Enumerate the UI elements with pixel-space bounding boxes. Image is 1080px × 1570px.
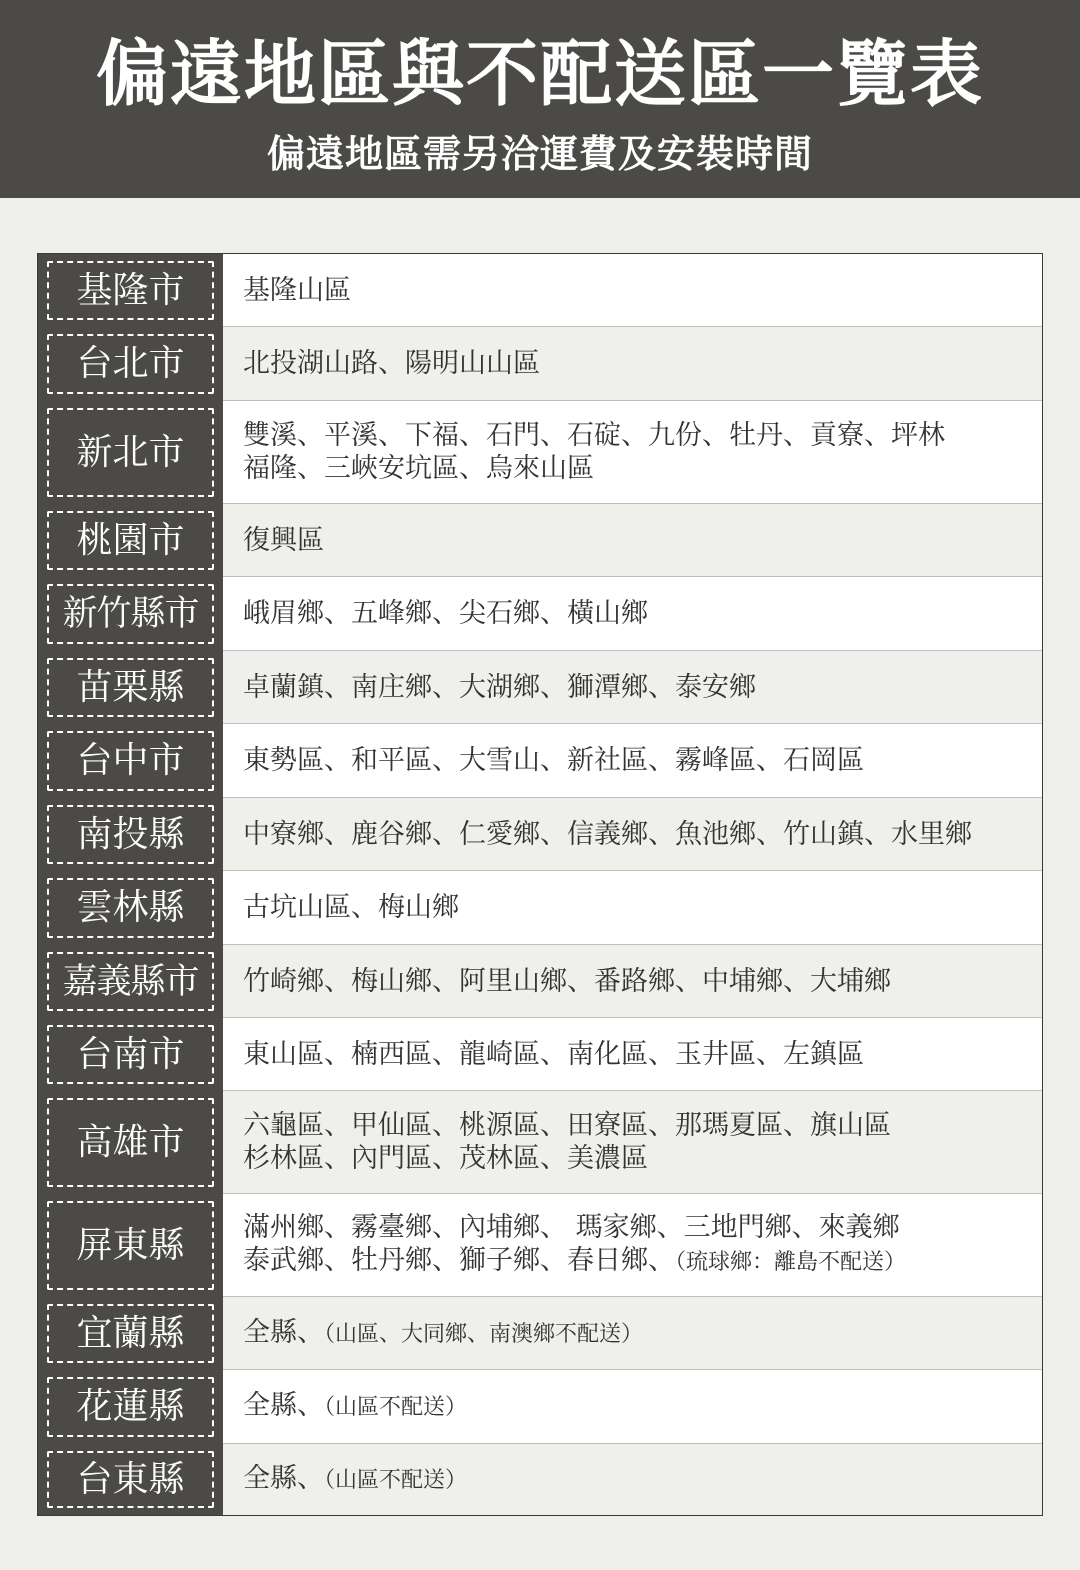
city-cell — [38, 798, 223, 871]
areas-cell — [223, 1018, 1042, 1091]
city-name: 雲林縣 — [47, 878, 214, 938]
areas-cell — [223, 504, 1042, 577]
city-cell — [38, 724, 223, 798]
table-row — [38, 724, 1042, 798]
areas-cell — [223, 798, 1042, 871]
area-text: 古坑山區、梅山鄉 — [243, 892, 459, 923]
area-note: （琉球鄉：離島不配送） — [675, 1250, 907, 1275]
table-row — [38, 1018, 1042, 1091]
table-row — [38, 327, 1042, 401]
area-text: 全縣、 — [243, 1390, 324, 1421]
table-row — [38, 1194, 1042, 1297]
table-row — [38, 871, 1042, 945]
city-name: 基隆市 — [47, 261, 214, 320]
area-line — [243, 1316, 1042, 1351]
area-text: 福隆、三峽安坑區、烏來山區 — [243, 453, 594, 484]
city-name: 宜蘭縣 — [47, 1304, 214, 1363]
area-text: 基隆山區 — [243, 274, 351, 306]
areas-cell — [223, 651, 1042, 724]
area-line — [243, 671, 1042, 704]
page-title: 偏遠地區與不配送區一覽表 — [95, 32, 984, 116]
area-line — [243, 1244, 1042, 1279]
page-header — [0, 0, 1080, 198]
table-row — [38, 945, 1042, 1018]
area-text: 卓蘭鎮、南庄鄉、大湖鄉、獅潭鄉、泰安鄉 — [243, 671, 756, 703]
city-name: 嘉義縣市 — [47, 952, 214, 1011]
areas-cell — [223, 1091, 1042, 1194]
city-cell — [38, 651, 223, 724]
areas-cell — [223, 1444, 1042, 1515]
remote-areas-table — [37, 253, 1043, 1516]
table-row — [38, 1297, 1042, 1370]
table-row — [38, 1091, 1042, 1194]
city-cell — [38, 945, 223, 1018]
area-note: （山區、大同鄉、南澳鄉不配送） — [324, 1321, 644, 1347]
city-name: 台南市 — [47, 1025, 214, 1084]
areas-cell — [223, 401, 1042, 504]
area-line — [243, 452, 1042, 485]
table-row — [38, 651, 1042, 724]
city-name: 台北市 — [47, 334, 214, 394]
city-cell — [38, 1018, 223, 1091]
area-line — [243, 1109, 1042, 1142]
area-text: 泰武鄉、牡丹鄉、獅子鄉、春日鄉、 — [243, 1245, 675, 1276]
areas-cell — [223, 327, 1042, 401]
city-cell — [38, 504, 223, 577]
area-line — [243, 1211, 1042, 1244]
city-cell — [38, 1194, 223, 1297]
areas-cell — [223, 1297, 1042, 1370]
city-name: 高雄市 — [47, 1098, 214, 1187]
city-cell — [38, 1297, 223, 1370]
table-row — [38, 504, 1042, 577]
area-text: 六龜區、甲仙區、桃源區、田寮區、那瑪夏區、旗山區 — [243, 1110, 891, 1141]
table-row — [38, 1370, 1042, 1444]
city-name: 台中市 — [47, 731, 214, 791]
city-name: 新竹縣市 — [47, 584, 214, 644]
area-text: 北投湖山路、陽明山山區 — [243, 348, 540, 379]
area-text: 峨眉鄉、五峰鄉、尖石鄉、橫山鄉 — [243, 598, 648, 629]
area-text: 杉林區、內門區、茂林區、美濃區 — [243, 1143, 648, 1174]
area-text: 東山區、楠西區、龍崎區、南化區、玉井區、左鎮區 — [243, 1038, 864, 1070]
area-line — [243, 965, 1042, 998]
area-text: 雙溪、平溪、下福、石門、石碇、九份、牡丹、貢寮、坪林 — [243, 420, 945, 451]
area-line — [243, 419, 1042, 452]
area-text: 滿州鄉、霧臺鄉、內埔鄉、 瑪家鄉、三地門鄉、來義鄉 — [243, 1212, 900, 1243]
area-text: 中寮鄉、鹿谷鄉、仁愛鄉、信義鄉、魚池鄉、竹山鎮、水里鄉 — [243, 818, 972, 850]
city-name: 新北市 — [47, 408, 214, 497]
city-name: 苗栗縣 — [47, 658, 214, 717]
area-line — [243, 274, 1042, 307]
area-text: 竹崎鄉、梅山鄉、阿里山鄉、番路鄉、中埔鄉、大埔鄉 — [243, 965, 891, 997]
city-name: 屏東縣 — [47, 1201, 214, 1290]
areas-cell — [223, 724, 1042, 798]
areas-cell — [223, 945, 1042, 1018]
city-cell — [38, 871, 223, 945]
city-cell — [38, 327, 223, 401]
city-cell — [38, 401, 223, 504]
city-cell — [38, 1091, 223, 1194]
city-cell — [38, 1444, 223, 1515]
page-subtitle: 偏遠地區需另洽運費及安裝時間 — [266, 132, 813, 176]
table-row — [38, 577, 1042, 651]
city-name: 南投縣 — [47, 805, 214, 864]
area-text: 全縣、 — [243, 1463, 324, 1494]
area-text: 復興區 — [243, 524, 324, 556]
area-note: （山區不配送） — [324, 1395, 468, 1420]
areas-cell — [223, 1370, 1042, 1444]
area-line — [243, 1142, 1042, 1175]
area-line — [243, 1038, 1042, 1071]
city-name: 桃園市 — [47, 511, 214, 570]
city-cell — [38, 1370, 223, 1444]
area-line — [243, 524, 1042, 557]
table-row — [38, 401, 1042, 504]
area-line — [243, 891, 1042, 924]
table-row — [38, 798, 1042, 871]
areas-cell — [223, 577, 1042, 651]
area-text: 全縣、 — [243, 1316, 324, 1348]
table-row — [38, 254, 1042, 327]
city-cell — [38, 254, 223, 327]
areas-cell — [223, 254, 1042, 327]
area-line — [243, 1462, 1042, 1497]
area-line — [243, 597, 1042, 630]
city-name: 花蓮縣 — [47, 1377, 214, 1437]
area-line — [243, 818, 1042, 851]
city-cell — [38, 577, 223, 651]
area-line — [243, 744, 1042, 777]
table-row — [38, 1444, 1042, 1515]
area-note: （山區不配送） — [324, 1468, 468, 1493]
areas-cell — [223, 1194, 1042, 1297]
area-text: 東勢區、和平區、大雪山、新社區、霧峰區、石岡區 — [243, 745, 864, 776]
area-line — [243, 1389, 1042, 1424]
area-line — [243, 347, 1042, 380]
areas-cell — [223, 871, 1042, 945]
city-name: 台東縣 — [47, 1451, 214, 1508]
